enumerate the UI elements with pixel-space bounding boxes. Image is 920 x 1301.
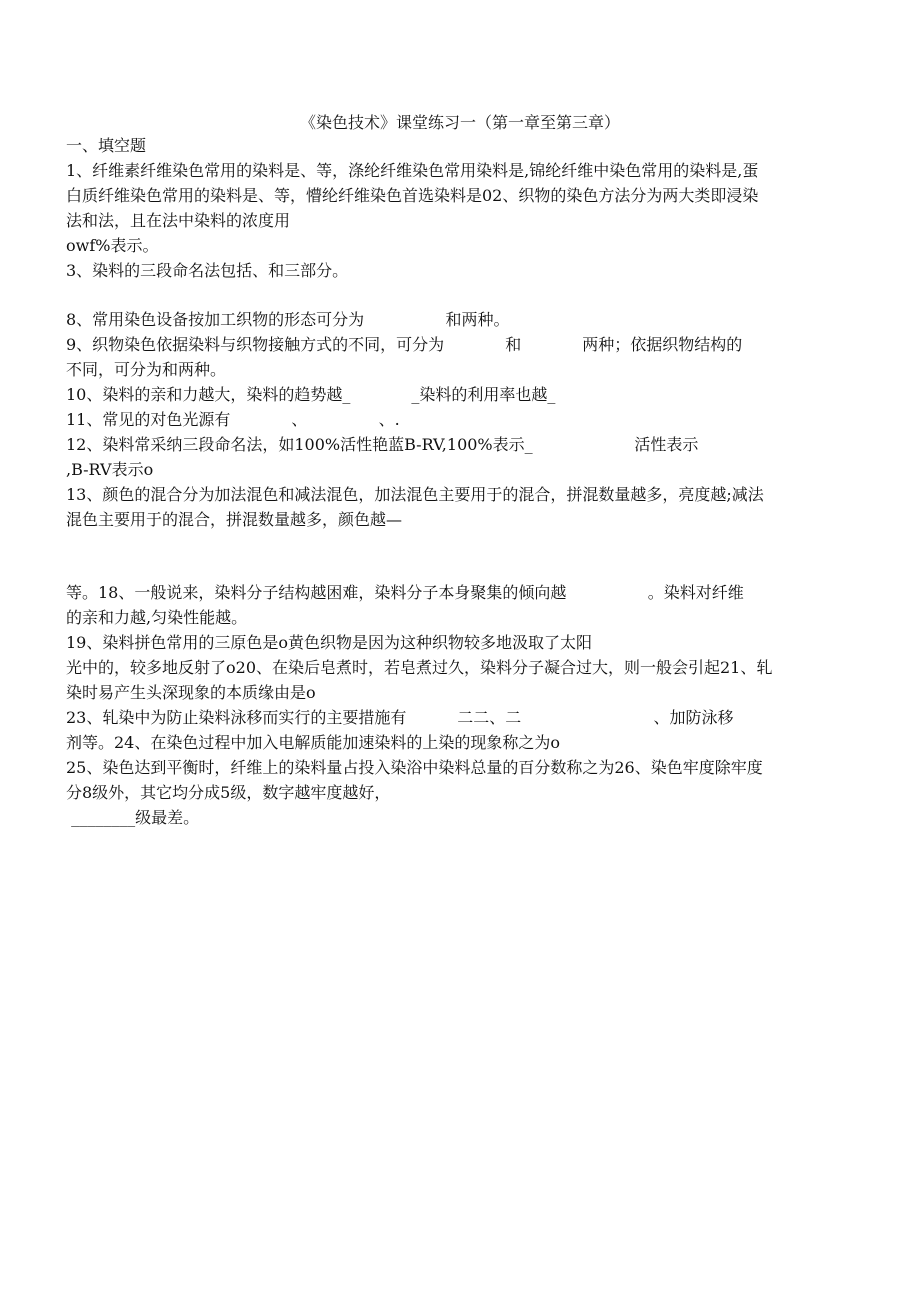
text-line: 混色主要用于的混合，拼混数量越多，颜色越— bbox=[66, 510, 403, 529]
text-line: owf%表示。 bbox=[66, 236, 159, 255]
text-line: 剂等。24、在染色过程中加入电解质能加速染料的上染的现象称之为o bbox=[66, 733, 560, 752]
text-line: ,B-RV表示o bbox=[66, 460, 154, 479]
text-line: 等。18、一般说来，染料分子结构越困难，染料分子本身聚集的倾向越 。染料对纤维 bbox=[66, 583, 744, 602]
text-line: 3、染料的三段命名法包括、和三部分。 bbox=[66, 261, 349, 280]
text-line: 10、染料的亲和力越大，染料的趋势越_ _染料的利用率也越_ bbox=[66, 385, 556, 404]
page-title: 《染色技术》课堂练习一（第一章至第三章） bbox=[299, 113, 620, 132]
section-heading: 一、填空题 bbox=[66, 136, 147, 155]
text-line: 19、染料拼色常用的三原色是o黄色织物是因为这种织物较多地汲取了太阳 bbox=[66, 633, 592, 652]
text-line: 1、纤维素纤维染色常用的染料是、等，涤纶纤维染色常用染料是,锦纶纤维中染色常用的染料是,蛋 bbox=[66, 161, 759, 180]
text-line: 不同，可分为和两种。 bbox=[66, 360, 227, 379]
text-line: 25、染色达到平衡时，纤维上的染料量占投入染浴中染料总量的百分数称之为26、染色牢度除牢度 bbox=[66, 758, 763, 777]
text-line: 染时易产生头深现象的本质缘由是o bbox=[66, 683, 316, 702]
text-line: 8、常用染色设备按加工织物的形态可分为 和两种。 bbox=[66, 310, 510, 329]
text-line: 白质纤维染色常用的染料是、等，懵纶纤维染色首选染料是02、织物的染色方法分为两大类即浸染 bbox=[66, 186, 759, 205]
text-line: ________级最差。 bbox=[66, 808, 200, 827]
text-line: 的亲和力越,匀染性能越。 bbox=[66, 608, 248, 627]
text-line: 9、织物染色依据染料与织物接触方式的不同，可分为 和 两种；依据织物结构的 bbox=[66, 335, 743, 354]
text-line: 11、常见的对色光源有 、 、. bbox=[66, 410, 400, 429]
text-line: 13、颜色的混合分为加法混色和减法混色，加法混色主要用于的混合，拼混数量越多，亮度越;减法 bbox=[66, 485, 764, 504]
text-line: 法和法，且在法中染料的浓度用 bbox=[66, 211, 291, 230]
text-line: 分8级外，其它均分成5级，数字越牢度越好， bbox=[66, 783, 391, 802]
text-line: 光中的，较多地反射了o20、在染后皂煮时，若皂煮过久，染料分子凝合过大，则一般会引起21、轧 bbox=[66, 658, 773, 677]
text-line: 12、染料常采纳三段命名法，如100%活性艳蓝B-RV,100%表示_ 活性表示 bbox=[66, 435, 699, 454]
text-line: 23、轧染中为防止染料泳移而实行的主要措施有 二二、二 、加防泳移 bbox=[66, 708, 734, 727]
